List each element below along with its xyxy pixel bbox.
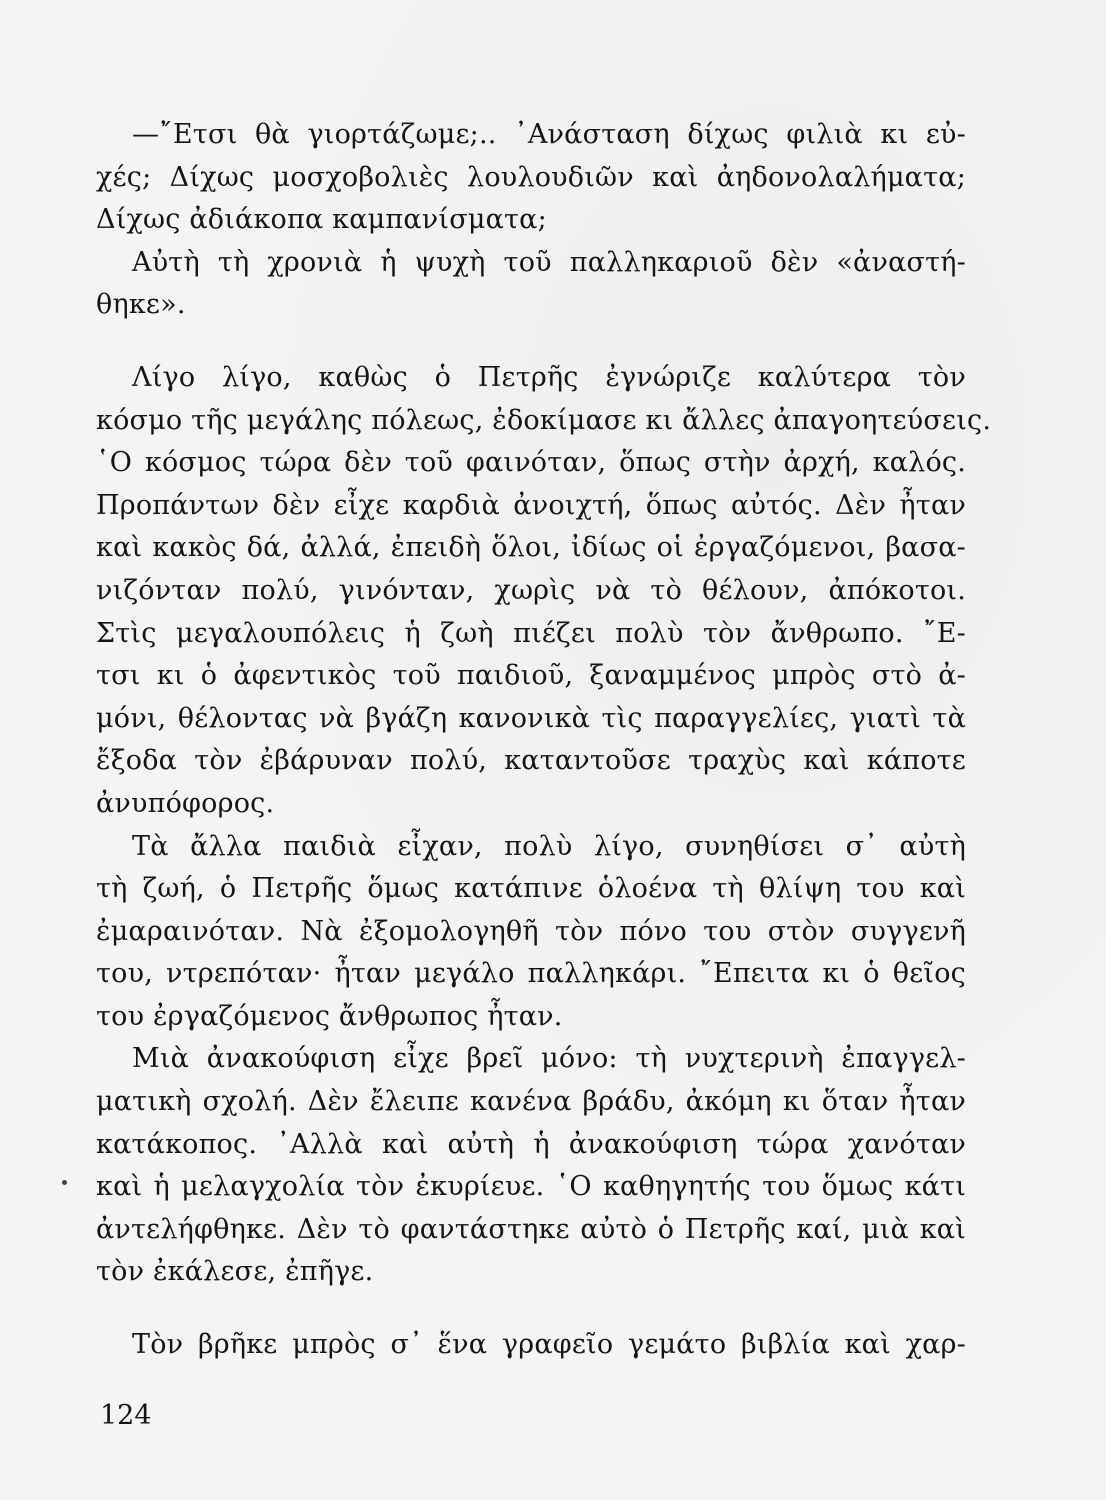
text-line: θηκε». — [96, 289, 186, 321]
text-line: τσι κι ὁ ἀφεντικὸς τοῦ παιδιοῦ, ξαναμμένος μπρὸς στὸ ἀ- — [96, 660, 966, 692]
text-line: Προπάντων δὲν εἶχε καρδιὰ ἀνοιχτή, ὅπως αὐτός. Δὲν ἦταν — [96, 489, 966, 521]
paragraph — [96, 357, 992, 826]
text-line: Δίχως ἀδιάκοπα καμπανίσματα; — [96, 204, 547, 236]
paragraph — [96, 114, 966, 242]
text-line: Στὶς μεγαλουπόλεις ἡ ζωὴ πιέζει πολὺ τὸν ἄνθρωπο. ῎Ε- — [96, 617, 966, 649]
paragraph — [96, 1324, 966, 1367]
text-line: ἀντελήφθηκε. Δὲν τὸ φαντάστηκε αὐτὸ ὁ Πετρῆς καί, μιὰ καὶ — [96, 1213, 966, 1245]
text-line: Αὐτὴ τὴ χρονιὰ ἡ ψυχὴ τοῦ παλληκαριοῦ δὲν «ἀναστή- — [132, 246, 966, 278]
text-line: του, ντρεπόταν· ἦταν μεγάλο παλληκάρι. ῎Επειτα κι ὁ θεῖος — [96, 958, 966, 990]
text-line: τὴ ζωή, ὁ Πετρῆς ὅμως κατάπινε ὁλοένα τὴ θλίψη του καὶ — [96, 873, 966, 905]
text-line: ῾Ο κόσμος τώρα δὲν τοῦ φαινόταν, ὅπως στὴν ἀρχή, καλός. — [96, 447, 966, 479]
text-line: μόνι, θέλοντας νὰ βγάζη κανονικὰ τὶς παραγγελίες, γιατὶ τὰ — [96, 702, 966, 734]
text-line: τὸν ἐκάλεσε, ἐπῆγε. — [96, 1256, 374, 1288]
text-line: νιζόνταν πολύ, γινόνταν, χωρὶς νὰ τὸ θέλουν, ἀπόκοτοι. — [96, 574, 966, 606]
paragraph-gap — [96, 1294, 966, 1324]
text-line: Τὰ ἄλλα παιδιὰ εἶχαν, πολὺ λίγο, συνηθίσει σ᾿ αὐτὴ — [132, 830, 966, 862]
text-line: κόσμο τῆς μεγάλης πόλεως, ἐδοκίμασε κι ἄλλες ἀπαγοητεύσεις. — [96, 404, 992, 436]
paragraph — [96, 1038, 966, 1294]
text-line: —῎Ετσι θὰ γιορτάζωμε;.. ᾿Ανάσταση δίχως φιλιὰ κι εὐ- — [132, 119, 966, 150]
text-line: Μιὰ ἀνακούφιση εἶχε βρεῖ μόνο: τὴ νυχτερινὴ ἐπαγγελ- — [132, 1043, 966, 1075]
page-text — [96, 114, 992, 1367]
margin-dot — [62, 1180, 67, 1185]
paragraph — [96, 826, 966, 1039]
text-line: κατάκοπος. ᾿Αλλὰ καὶ αὐτὴ ἡ ἀνακούφιση τώρα χανόταν — [96, 1128, 966, 1160]
text-line: χές; Δίχως μοσχοβολιὲς λουλουδιῶν καὶ ἀηδονολαλήματα; — [96, 161, 966, 193]
text-line: καὶ κακὸς δά, ἀλλά, ἐπειδὴ ὅλοι, ἰδίως οἱ ἐργαζόμενοι, βασα- — [96, 532, 966, 564]
text-line: Τὸν βρῆκε μπρὸς σ᾿ ἕνα γραφεῖο γεμάτο βιβλία καὶ χαρ- — [132, 1329, 966, 1361]
page-number: 124 — [100, 1400, 152, 1431]
text-line: ματικὴ σχολή. Δὲν ἔλειπε κανένα βράδυ, ἀκόμη κι ὅταν ἦταν — [96, 1086, 966, 1118]
text-line: ἀνυπόφορος. — [96, 787, 275, 819]
text-line: ἐμαραινόταν. Νὰ ἐξομολογηθῆ τὸν πόνο του στὸν συγγενῆ — [96, 915, 966, 947]
text-line: ἔξοδα τὸν ἐβάρυναν πολύ, καταντοῦσε τραχὺς καὶ κάποτε — [96, 745, 966, 777]
text-line: Λίγο λίγο, καθὼς ὁ Πετρῆς ἐγνώριζε καλύτερα τὸν — [132, 361, 966, 393]
paragraph — [96, 242, 966, 327]
text-line: καὶ ἡ μελαγχολία τὸν ἐκυρίευε. ῾Ο καθηγητής του ὅμως κάτι — [96, 1171, 966, 1203]
text-line: του ἐργαζόμενος ἄνθρωπος ἦταν. — [96, 1000, 563, 1032]
paragraph-gap — [96, 327, 966, 357]
